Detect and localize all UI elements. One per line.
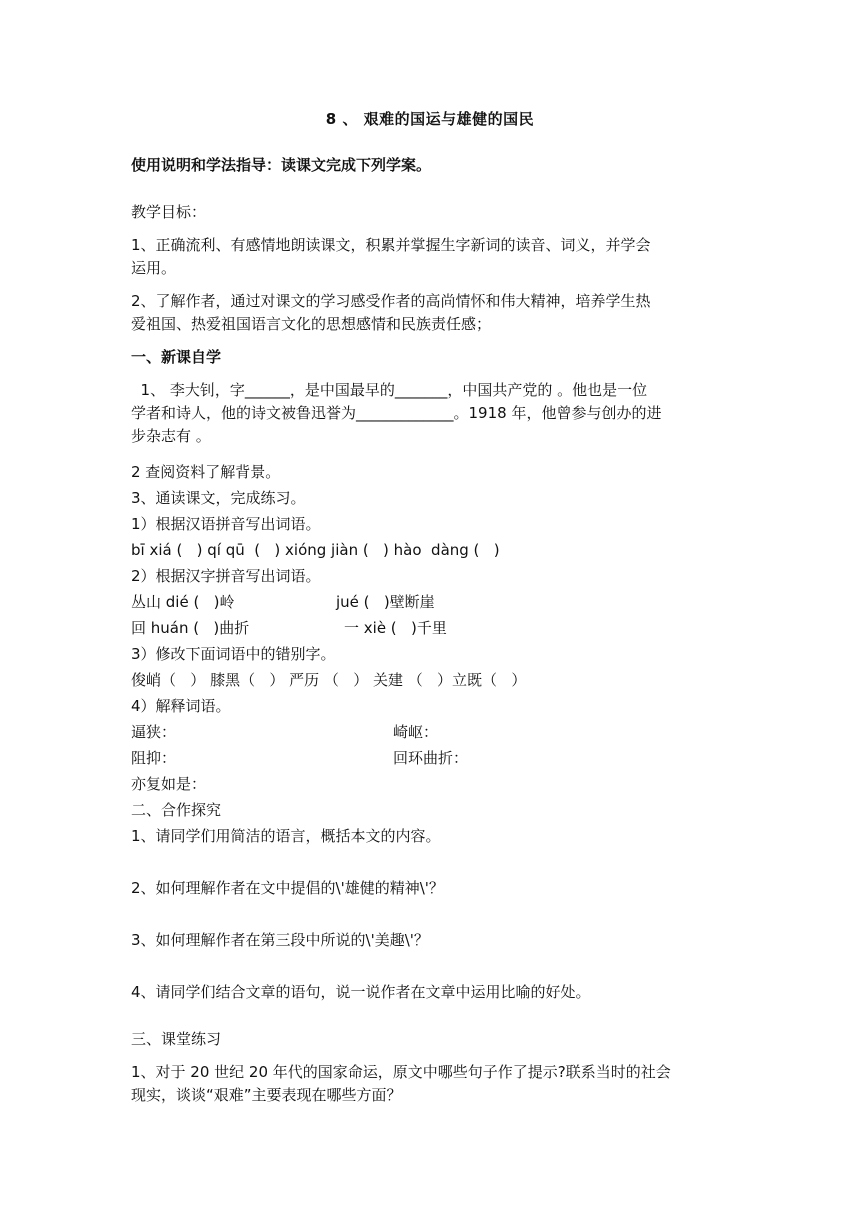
goal-1-line-1: 1、正确流利、有感情地朗读课文，积累并掌握生字新词的读音、词义，并学会 <box>131 236 651 254</box>
pinyin-row: bī xiá ( ) qí qū ( ) xióng jiàn ( ) hào dàng ( ) <box>131 541 500 559</box>
question-3-1: 1）根据汉语拼音写出词语。 <box>131 515 321 533</box>
hanzi-row-1-a: 丛山 dié ( )岭 <box>131 593 235 611</box>
term-huihuan-quzhe: 回环曲折： <box>393 749 469 767</box>
question-1-line-2: 学者和诗人，他的诗文被鲁迅誉为_____________。1918 年，他曾参与创办的进 <box>131 404 662 422</box>
cooperative-question-4: 4、请同学们结合文章的语句，说一说作者在文章中运用比喻的好处。 <box>131 983 591 1001</box>
goal-2-line-1: 2、了解作者，通过对课文的学习感受作者的高尚情怀和伟大精神，培养学生热 <box>131 292 651 310</box>
question-3: 3、通读课文，完成练习。 <box>131 489 306 507</box>
hanzi-row-2-a: 回 huán ( )曲折 <box>131 619 250 637</box>
goals-heading: 教学目标： <box>131 203 207 221</box>
exercise-1-line-2: 现实，谈谈“艰难”主要表现在哪些方面？ <box>131 1086 402 1104</box>
term-zuyi: 阻抑： <box>131 749 177 767</box>
question-3-2: 2）根据汉字拼音写出词语。 <box>131 567 321 585</box>
typo-row: 俊峭（ ） 膝黑（ ） 严历 （ ） 关建 （ ）立既（ ） <box>131 671 527 689</box>
exercise-1-line-1: 1、对于 20 世纪 20 年代的国家命运，原文中哪些句子作了提示?联系当时的社会 <box>131 1063 671 1081</box>
instructions: 使用说明和学法指导：读课文完成下列学案。 <box>131 156 432 174</box>
goal-1-line-2: 运用。 <box>131 259 177 277</box>
term-bixia: 逼狭： <box>131 723 177 741</box>
document-title: 8 、 艰难的国运与雄健的国民 <box>325 110 535 128</box>
question-1-line-1: 1、 李大钊，字______，是中国最早的_______，中国共产党的 。他也是一位 <box>131 381 648 399</box>
section-2-heading: 二、合作探究 <box>131 801 222 819</box>
cooperative-question-3: 3、如何理解作者在第三段中所说的\'美趣\'？ <box>131 931 429 949</box>
term-yifu-rushi: 亦复如是： <box>131 775 207 793</box>
term-qiqu: 崎岖： <box>393 723 439 741</box>
question-3-3: 3）修改下面词语中的错别字。 <box>131 645 336 663</box>
hanzi-row-2-b: 一 xiè ( )千里 <box>344 619 447 637</box>
cooperative-question-1: 1、请同学们用简洁的语言，概括本文的内容。 <box>131 827 441 845</box>
hanzi-row-1-b: jué ( )壁断崖 <box>336 593 435 611</box>
section-3-heading: 三、课堂练习 <box>131 1030 222 1048</box>
cooperative-question-2: 2、如何理解作者在文中提倡的\'雄健的精神\'？ <box>131 879 444 897</box>
goal-2-line-2: 爱祖国、热爱祖国语言文化的思想感情和民族责任感； <box>131 315 492 333</box>
question-1-line-3: 步杂志有 。 <box>131 427 211 445</box>
section-1-heading: 一、新课自学 <box>131 348 222 366</box>
question-3-4: 4）解释词语。 <box>131 697 231 715</box>
question-2: 2 查阅资料了解背景。 <box>131 463 281 481</box>
